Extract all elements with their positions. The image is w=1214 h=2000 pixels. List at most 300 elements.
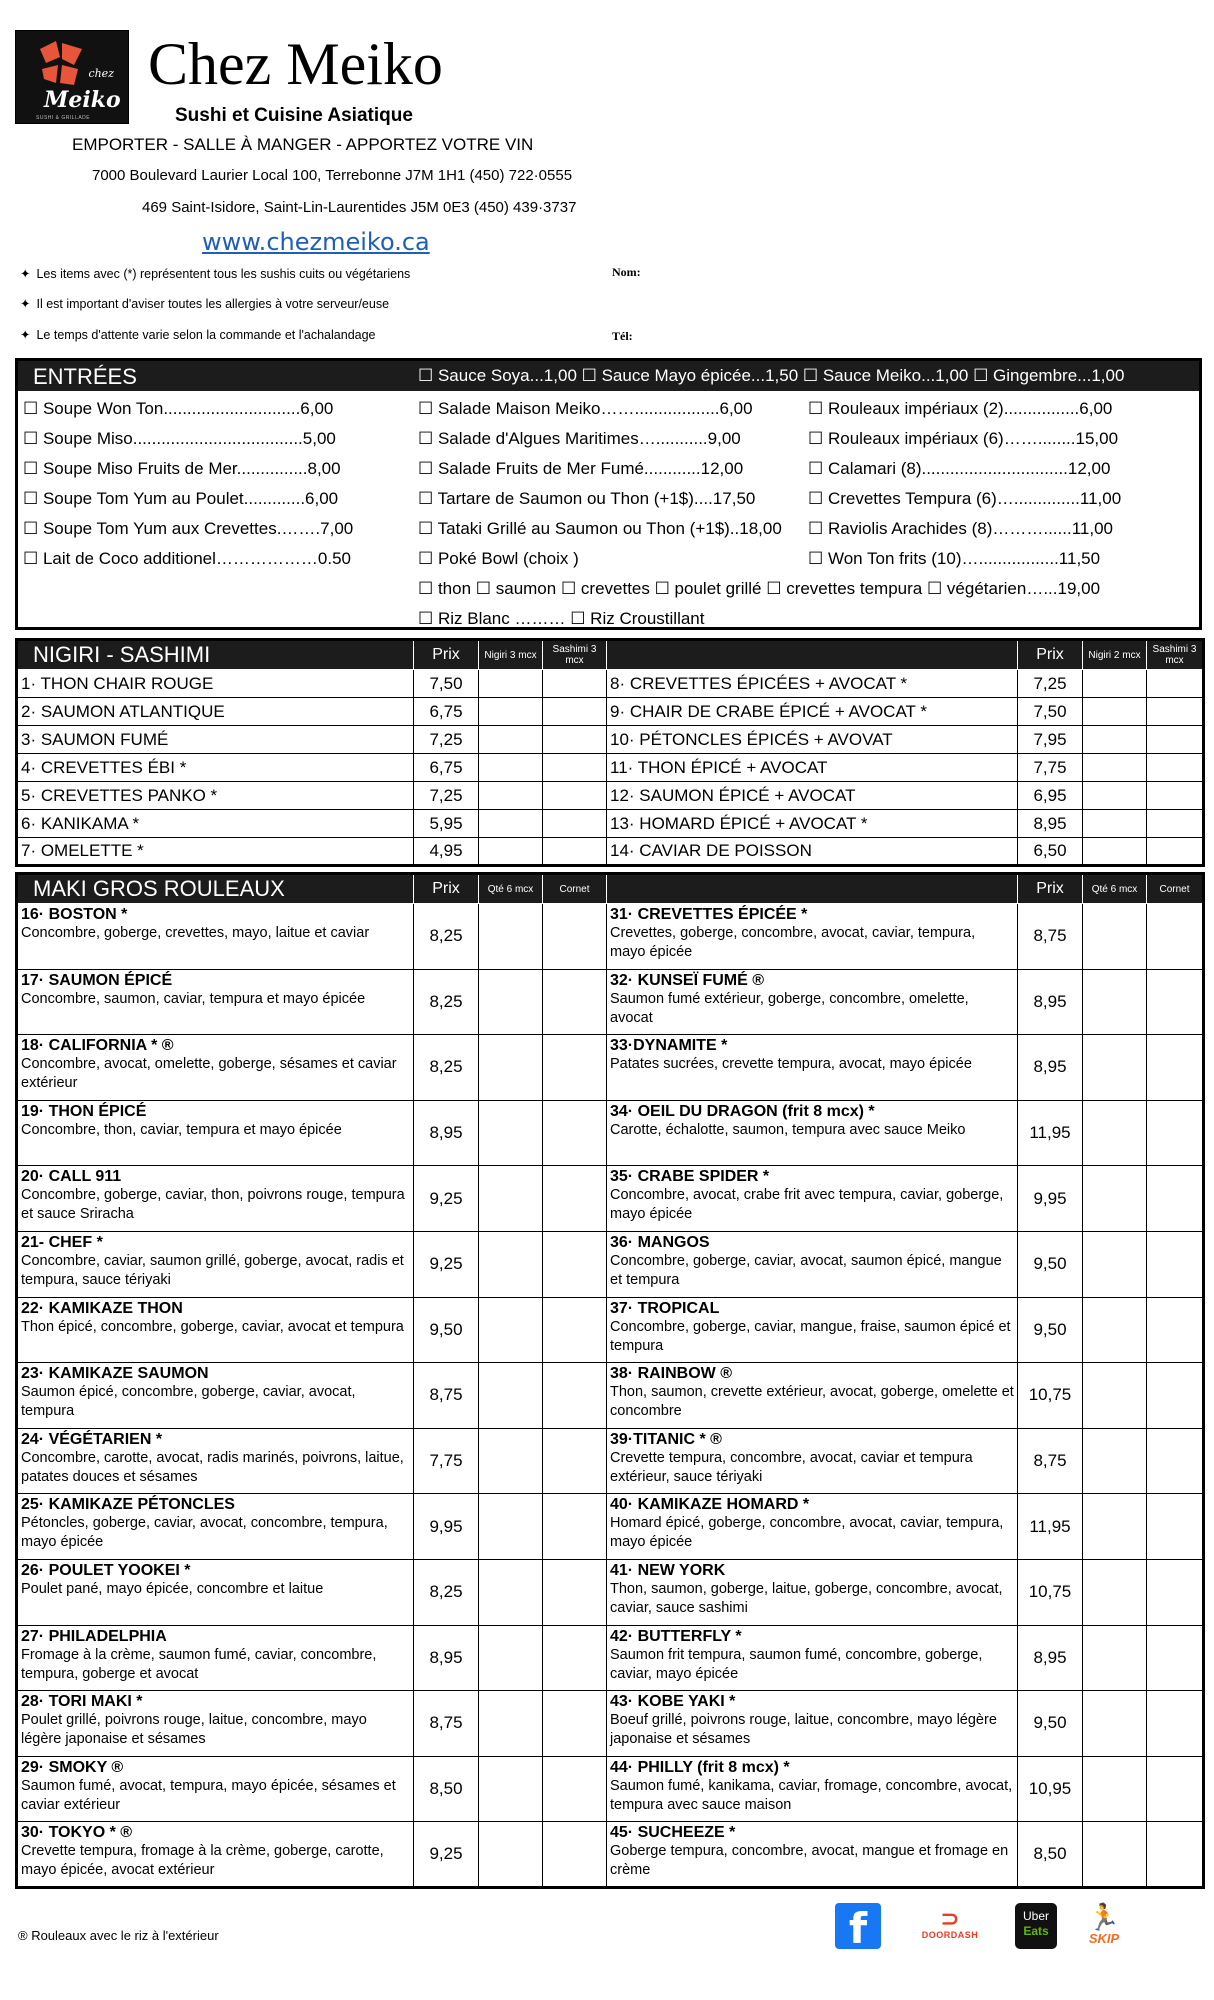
nigiri-item-price: 7,50 <box>1018 698 1083 726</box>
name-label: Nom: <box>612 265 641 279</box>
cornet-qty-cell[interactable] <box>1147 1559 1204 1625</box>
entree-item[interactable]: ☐ Crevettes Tempura (6)…..............11,00 <box>808 489 1122 508</box>
nigiri-qty-cell[interactable] <box>479 782 543 810</box>
maki-qty-cell[interactable] <box>1083 1559 1147 1625</box>
maki-qty-cell[interactable] <box>479 1035 543 1101</box>
sauces-options[interactable]: ☐ Sauce Soya...1,00 ☐ Sauce Mayo épicée...1,50 ☐ Sauce Meiko...1,00 ☐ Gingembre...1,00 <box>418 366 1125 385</box>
skip-label: SKIP <box>1088 1931 1120 1946</box>
nigiri-item-name: 5· CREVETTES PANKO * <box>17 782 414 810</box>
nigiri-qty-cell[interactable] <box>479 838 543 866</box>
maki-qty-cell[interactable] <box>479 1691 543 1757</box>
sashimi-count-header: Sashimi 3 mcx <box>543 640 607 670</box>
maki-item-name: 32· KUNSEÏ FUMÉ ® <box>610 971 765 989</box>
nigiri-qty-cell[interactable] <box>1083 838 1147 866</box>
maki-item-description: Concombre, avocat, omelette, goberge, sésames et caviar extérieur <box>21 1056 397 1092</box>
star-icon: ✦ <box>20 328 31 342</box>
maki-qty-cell[interactable] <box>479 1166 543 1232</box>
cornet-qty-cell[interactable] <box>543 904 607 970</box>
table-row <box>17 1822 1204 1888</box>
table-row <box>17 1494 1204 1560</box>
subtitle: Sushi et Cuisine Asiatique <box>175 105 413 126</box>
sashimi-qty-cell[interactable] <box>1147 838 1204 866</box>
maki-item-description: Carotte, échalotte, saumon, tempura avec sauce Meiko <box>610 1121 966 1138</box>
entree-item[interactable]: ☐ Salade d'Algues Maritimes…...........9,00 <box>418 429 741 448</box>
ubereats-icon[interactable] <box>1015 1903 1057 1949</box>
maki-item-price: 10,95 <box>1018 1756 1083 1822</box>
sashimi-qty-cell[interactable] <box>543 810 607 838</box>
maki-item-description: Concombre, goberge, caviar, thon, poivrons rouge, tempura et sauce Sriracha <box>21 1187 405 1223</box>
cornet-qty-cell[interactable] <box>1147 1297 1204 1363</box>
sashimi-qty-cell[interactable] <box>1147 670 1204 698</box>
nigiri-item-name: 2· SAUMON ATLANTIQUE <box>17 698 414 726</box>
cornet-qty-cell[interactable] <box>543 969 607 1035</box>
nigiri-item-price: 7,75 <box>1018 754 1083 782</box>
table-row <box>17 1691 1204 1757</box>
entree-item[interactable]: ☐ Rouleaux impériaux (2)................6,00 <box>808 399 1113 418</box>
ubereats-label-2: Eats <box>1023 1924 1049 1938</box>
maki-item-name: 29· SMOKY ® <box>21 1758 124 1776</box>
nigiri-item-price: 6,95 <box>1018 782 1083 810</box>
maki-item-name: 40· KAMIKAZE HOMARD * <box>610 1496 810 1514</box>
nigiri-item-name: 6· KANIKAMA * <box>17 810 414 838</box>
cornet-qty-cell[interactable] <box>543 1559 607 1625</box>
logo-subtext: SUSHI & GRILLADE <box>36 115 91 121</box>
nigiri-item-name: 9· CHAIR DE CRABE ÉPICÉ + AVOCAT * <box>607 698 1018 726</box>
nigiri-item-price: 6,75 <box>414 754 479 782</box>
maki-item-name: 41· NEW YORK <box>610 1561 726 1579</box>
maki-item <box>607 969 1018 1035</box>
poke-rice[interactable]: ☐ Riz Blanc ……… ☐ Riz Croustillant <box>418 609 705 628</box>
logo <box>15 30 129 124</box>
nigiri-item-price: 7,25 <box>1018 670 1083 698</box>
maki-qty-cell[interactable] <box>479 1297 543 1363</box>
maki-item <box>17 1691 414 1757</box>
maki-qty-cell[interactable] <box>479 1494 543 1560</box>
entree-item[interactable]: ☐ Soupe Tom Yum aux Crevettes.…….7,00 <box>23 519 354 538</box>
cornet-qty-cell[interactable] <box>1147 1363 1204 1429</box>
maki-item-price: 8,50 <box>414 1756 479 1822</box>
maki-item <box>17 1559 414 1625</box>
nigiri-qty-cell[interactable] <box>1083 754 1147 782</box>
maki-item <box>607 1100 1018 1166</box>
sashimi-qty-cell[interactable] <box>1147 754 1204 782</box>
sashimi-qty-cell[interactable] <box>543 698 607 726</box>
maki-qty-cell[interactable] <box>479 1231 543 1297</box>
cornet-qty-cell[interactable] <box>1147 1100 1204 1166</box>
entree-item[interactable]: ☐ Salade Maison Meiko……..................6,00 <box>418 399 753 418</box>
nigiri-header <box>17 640 1204 670</box>
maki-item <box>607 1297 1018 1363</box>
maki-item-price: 11,95 <box>1018 1494 1083 1560</box>
nigiri-item-price: 7,25 <box>414 726 479 754</box>
maki-item <box>17 1822 414 1888</box>
maki-item-price: 8,75 <box>1018 904 1083 970</box>
maki-qty-cell[interactable] <box>479 1428 543 1494</box>
entree-item[interactable]: ☐ Soupe Won Ton.............................6,00 <box>23 399 334 418</box>
star-icon: ✦ <box>20 297 31 311</box>
maki-item-description: Poulet grillé, poivrons rouge, laitue, concombre, mayo légère japonaise et sésames <box>21 1712 367 1748</box>
entree-item[interactable]: ☐ Poké Bowl (choix ) <box>418 549 579 568</box>
maki-qty-cell[interactable] <box>479 904 543 970</box>
maki-item-description: Poulet pané, mayo épicée, concombre et laitue <box>21 1580 324 1597</box>
maki-item-description: Boeuf grillé, poivrons rouge, laitue, concombre, mayo légère japonaise et sésames <box>610 1712 997 1748</box>
maki-item-price: 8,25 <box>414 969 479 1035</box>
maki-item <box>17 1100 414 1166</box>
maki-title: MAKI GROS ROULEAUX <box>17 874 414 904</box>
table-row <box>17 1297 1204 1363</box>
quantity-header: Qté 6 mcx <box>479 874 543 904</box>
maki-item <box>607 1691 1018 1757</box>
maki-qty-cell[interactable] <box>1083 1494 1147 1560</box>
maki-qty-cell[interactable] <box>1083 1822 1147 1888</box>
cornet-qty-cell[interactable] <box>543 1691 607 1757</box>
maki-item-price: 9,95 <box>1018 1166 1083 1232</box>
maki-item-description: Saumon épicé, concombre, goberge, caviar, avocat, tempura <box>21 1384 356 1420</box>
cornet-qty-cell[interactable] <box>543 1100 607 1166</box>
maki-item <box>17 969 414 1035</box>
maki-header <box>17 874 1204 904</box>
maki-item-price: 8,50 <box>1018 1822 1083 1888</box>
maki-qty-cell[interactable] <box>1083 1035 1147 1101</box>
cornet-qty-cell[interactable] <box>1147 1231 1204 1297</box>
website-link[interactable]: www.chezmeiko.ca <box>202 228 430 256</box>
nigiri-qty-cell[interactable] <box>1083 782 1147 810</box>
cornet-qty-cell[interactable] <box>543 1494 607 1560</box>
maki-item-description: Thon, saumon, goberge, laitue, goberge, concombre, avocat, caviar, sauce sashimi <box>610 1580 1003 1616</box>
nigiri-item-price: 7,25 <box>414 782 479 810</box>
maki-qty-cell[interactable] <box>479 1756 543 1822</box>
maki-item-name: 24· VÉGÉTARIEN * <box>21 1430 163 1448</box>
maki-item-price: 7,75 <box>414 1428 479 1494</box>
maki-item-name: 45· SUCHEEZE * <box>610 1824 736 1842</box>
nigiri-qty-cell[interactable] <box>479 698 543 726</box>
sashimi-qty-cell[interactable] <box>1147 698 1204 726</box>
doordash-symbol: ⊃ <box>940 1906 960 1931</box>
doordash-label: DOORDASH <box>921 1930 979 1940</box>
cornet-qty-cell[interactable] <box>1147 1428 1204 1494</box>
maki-item <box>607 904 1018 970</box>
nigiri-qty-cell[interactable] <box>479 670 543 698</box>
maki-item-price: 8,95 <box>1018 1625 1083 1691</box>
price-header: Prix <box>414 640 479 670</box>
cornet-qty-cell[interactable] <box>543 1166 607 1232</box>
nigiri-item-name: 1· THON CHAIR ROUGE <box>17 670 414 698</box>
doordash-icon[interactable] <box>915 1908 985 1940</box>
sashimi-qty-cell[interactable] <box>543 754 607 782</box>
nigiri-item-name: 12· SAUMON ÉPICÉ + AVOCAT <box>607 782 1018 810</box>
maki-item-price: 9,50 <box>414 1297 479 1363</box>
maki-item-price: 8,75 <box>414 1363 479 1429</box>
facebook-icon[interactable]: f <box>835 1903 881 1949</box>
maki-item-name: 43· KOBE YAKI * <box>610 1693 736 1711</box>
nigiri-item-name: 3· SAUMON FUMÉ <box>17 726 414 754</box>
maki-item-name: 20· CALL 911 <box>21 1168 122 1186</box>
maki-item <box>17 1428 414 1494</box>
entrees-header <box>18 361 1199 391</box>
table-row <box>17 698 1204 726</box>
logo-chez: chez <box>88 67 114 80</box>
nigiri-item-price: 5,95 <box>414 810 479 838</box>
price-header: Prix <box>414 874 479 904</box>
maki-qty-cell[interactable] <box>1083 1231 1147 1297</box>
maki-item-price: 8,25 <box>414 904 479 970</box>
maki-item-name: 39·TITANIC * ® <box>610 1430 722 1448</box>
maki-qty-cell[interactable] <box>1083 1297 1147 1363</box>
maki-qty-cell[interactable] <box>1083 1363 1147 1429</box>
maki-item <box>17 1494 414 1560</box>
maki-item-description: Crevettes, goberge, concombre, avocat, caviar, tempura, mayo épicée <box>610 925 976 960</box>
maki-item <box>17 1231 414 1297</box>
maki-item-name: 30· TOKYO * ® <box>21 1824 133 1842</box>
nigiri-qty-cell[interactable] <box>479 754 543 782</box>
cornet-qty-cell[interactable] <box>1147 1822 1204 1888</box>
entree-item[interactable]: ☐ Soupe Miso....................................5,00 <box>23 429 336 448</box>
nigiri-table <box>15 638 1205 867</box>
table-row <box>17 1428 1204 1494</box>
table-row <box>17 1756 1204 1822</box>
entree-item[interactable]: ☐ Tataki Grillé au Saumon ou Thon (+1$)..18,00 <box>418 519 782 538</box>
table-row <box>17 1035 1204 1101</box>
maki-item-description: Saumon frit tempura, saumon fumé, concombre, goberge, caviar, mayo épicée <box>610 1646 983 1682</box>
sashimi-qty-cell[interactable] <box>543 838 607 866</box>
maki-item-price: 8,75 <box>1018 1428 1083 1494</box>
maki-item-description: Saumon fumé extérieur, goberge, concombre, omelette, avocat <box>610 990 969 1026</box>
maki-item-price: 9,95 <box>414 1494 479 1560</box>
maki-item-description: Concombre, caviar, saumon grillé, goberge, avocat, radis et tempura, sauce tériyaki <box>21 1252 404 1288</box>
maki-item-description: Pétoncles, goberge, caviar, avocat, concombre, tempura, mayo épicée <box>21 1515 388 1551</box>
maki-item <box>17 904 414 970</box>
maki-item-price: 8,75 <box>414 1691 479 1757</box>
maki-item-name: 31· CREVETTES ÉPICÉE * <box>610 906 808 923</box>
sashimi-qty-cell[interactable] <box>543 782 607 810</box>
maki-qty-cell[interactable] <box>1083 1166 1147 1232</box>
maki-qty-cell[interactable] <box>1083 904 1147 970</box>
table-row <box>17 1231 1204 1297</box>
address-saint-lin: 469 Saint-Isidore, Saint-Lin-Laurentides J5M 0E3 (450) 439·3737 <box>142 199 577 216</box>
entrees-section <box>15 358 1202 630</box>
cornet-qty-cell[interactable] <box>1147 1625 1204 1691</box>
phone-label: Tél: <box>612 329 633 343</box>
maki-item-price: 8,95 <box>414 1100 479 1166</box>
maki-item-price: 8,95 <box>414 1625 479 1691</box>
maki-qty-cell[interactable] <box>1083 1691 1147 1757</box>
nigiri-item-price: 7,50 <box>414 670 479 698</box>
nigiri-item-price: 4,95 <box>414 838 479 866</box>
maki-item-description: Concombre, avocat, crabe frit avec tempura, caviar, goberge, mayo épicée <box>610 1187 1004 1223</box>
cornet-qty-cell[interactable] <box>543 1822 607 1888</box>
maki-item-name: 18· CALIFORNIA * ® <box>21 1037 174 1055</box>
maki-item-price: 8,95 <box>1018 969 1083 1035</box>
note-item: ✦ Il est important d'aviser toutes les allergies à votre serveur/euse <box>20 297 390 311</box>
nigiri-qty-cell[interactable] <box>479 810 543 838</box>
nigiri-qty-cell[interactable] <box>479 726 543 754</box>
skip-icon[interactable] <box>1083 1903 1125 1946</box>
cornet-qty-cell[interactable] <box>1147 969 1204 1035</box>
maki-qty-cell[interactable] <box>479 1822 543 1888</box>
maki-item-price: 10,75 <box>1018 1363 1083 1429</box>
footnote: ® Rouleaux avec le riz à l'extérieur <box>18 1928 219 1943</box>
maki-item-name: 16· BOSTON * <box>21 906 128 923</box>
maki-item-name: 38· RAINBOW ® <box>610 1365 733 1383</box>
table-row <box>17 726 1204 754</box>
maki-qty-cell[interactable] <box>479 1625 543 1691</box>
maki-item-description: Patates sucrées, crevette tempura, avocat, mayo épicée <box>610 1056 972 1073</box>
maki-item-description: Fromage à la crème, saumon fumé, caviar, concombre, tempura, goberge et avocat <box>21 1646 377 1682</box>
table-row <box>17 782 1204 810</box>
maki-item-price: 9,25 <box>414 1166 479 1232</box>
entree-item[interactable]: ☐ Rouleaux impériaux (6)……........15,00 <box>808 429 1119 448</box>
table-row <box>17 1363 1204 1429</box>
nigiri-qty-cell[interactable] <box>1083 698 1147 726</box>
services: EMPORTER - SALLE À MANGER - APPORTEZ VOTRE VIN <box>72 135 534 154</box>
page-title: Chez Meiko <box>148 31 443 97</box>
maki-item-price: 8,25 <box>414 1559 479 1625</box>
address-terrebonne: 7000 Boulevard Laurier Local 100, Terrebonne J7M 1H1 (450) 722·0555 <box>92 167 573 184</box>
maki-item <box>607 1494 1018 1560</box>
maki-item-name: 34· OEIL DU DRAGON (frit 8 mcx) * <box>610 1102 875 1120</box>
maki-item <box>17 1625 414 1691</box>
cornet-qty-cell[interactable] <box>543 1035 607 1101</box>
nigiri-item-name: 7· OMELETTE * <box>17 838 414 866</box>
maki-item-name: 21- CHEF * <box>21 1233 103 1251</box>
cornet-qty-cell[interactable] <box>543 1428 607 1494</box>
cornet-qty-cell[interactable] <box>1147 1166 1204 1232</box>
sashimi-qty-cell[interactable] <box>543 726 607 754</box>
maki-item-name: 35· CRABE SPIDER * <box>610 1168 770 1186</box>
maki-item-description: Concombre, goberge, caviar, mangue, fraise, saumon épicé et tempura <box>610 1318 1011 1354</box>
sashimi-qty-cell[interactable] <box>543 670 607 698</box>
sashimi-qty-cell[interactable] <box>1147 726 1204 754</box>
maki-item <box>17 1166 414 1232</box>
nigiri-item-name: 13· HOMARD ÉPICÉ + AVOCAT * <box>607 810 1018 838</box>
maki-qty-cell[interactable] <box>479 1559 543 1625</box>
entree-item[interactable]: ☐ Raviolis Arachides (8)………......11,00 <box>808 519 1113 538</box>
poke-choices[interactable]: ☐ thon ☐ saumon ☐ crevettes ☐ poulet grillé ☐ crevettes tempura ☐ végétarien…...19,00 <box>418 579 1101 598</box>
maki-item-description: Saumon fumé, kanikama, caviar, fromage, concombre, avocat, tempura avec sauce maison <box>610 1777 1013 1813</box>
ubereats-label-1: Uber <box>1022 1909 1049 1923</box>
nigiri-qty-cell[interactable] <box>1083 670 1147 698</box>
price-header: Prix <box>1018 640 1083 670</box>
table-row <box>17 810 1204 838</box>
maki-item-name: 28· TORI MAKI * <box>21 1693 143 1711</box>
cornet-qty-cell[interactable] <box>543 1625 607 1691</box>
maki-item-name: 26· POULET YOOKEI * <box>21 1561 191 1579</box>
sashimi-count-header: Sashimi 3 mcx <box>1147 640 1204 670</box>
maki-qty-cell[interactable] <box>1083 1756 1147 1822</box>
nigiri-count-header: Nigiri 2 mcx <box>1083 640 1147 670</box>
cornet-qty-cell[interactable] <box>1147 1035 1204 1101</box>
skip-symbol: 🏃 <box>1087 1902 1121 1932</box>
nigiri-qty-cell[interactable] <box>1083 810 1147 838</box>
maki-item <box>607 1625 1018 1691</box>
maki-item-price: 11,95 <box>1018 1100 1083 1166</box>
cornet-qty-cell[interactable] <box>543 1231 607 1297</box>
maki-item <box>607 1428 1018 1494</box>
cornet-qty-cell[interactable] <box>1147 1756 1204 1822</box>
maki-item-name: 42· BUTTERFLY * <box>610 1627 742 1645</box>
entree-item[interactable]: ☐ Soupe Miso Fruits de Mer...............8,00 <box>23 459 341 478</box>
cornet-qty-cell[interactable] <box>543 1297 607 1363</box>
maki-item-name: 44· PHILLY (frit 8 mcx) * <box>610 1758 790 1776</box>
maki-item <box>17 1297 414 1363</box>
cornet-qty-cell[interactable] <box>1147 1494 1204 1560</box>
maki-item <box>607 1035 1018 1101</box>
table-row <box>17 838 1204 866</box>
maki-item-description: Concombre, carotte, avocat, radis marinés, poivrons, laitue, patates douces et sésames <box>21 1449 404 1485</box>
nigiri-item-name: 10· PÉTONCLES ÉPICÉS + AVOVAT <box>607 726 1018 754</box>
nigiri-item-price: 7,95 <box>1018 726 1083 754</box>
maki-table <box>15 872 1205 1889</box>
nigiri-item-name: 14· CAVIAR DE POISSON <box>607 838 1018 866</box>
maki-item-description: Homard épicé, goberge, concombre, avocat, caviar, tempura, mayo épicée <box>610 1515 1004 1551</box>
table-row <box>17 754 1204 782</box>
maki-item-description: Concombre, thon, caviar, tempura et mayo épicée <box>21 1121 342 1138</box>
maki-qty-cell[interactable] <box>1083 1428 1147 1494</box>
maki-item-price: 9,50 <box>1018 1691 1083 1757</box>
maki-item-description: Crevette tempura, concombre, avocat, caviar et tempura extérieur, sauce tériyaki <box>610 1449 973 1485</box>
maki-item-price: 9,25 <box>414 1231 479 1297</box>
maki-qty-cell[interactable] <box>479 1100 543 1166</box>
sashimi-qty-cell[interactable] <box>1147 782 1204 810</box>
sashimi-qty-cell[interactable] <box>1147 810 1204 838</box>
maki-item <box>607 1822 1018 1888</box>
note-item: ✦ Le temps d'attente varie selon la commande et l'achalandage <box>20 328 376 342</box>
maki-qty-cell[interactable] <box>1083 1625 1147 1691</box>
nigiri-item-price: 6,75 <box>414 698 479 726</box>
table-row <box>17 1166 1204 1232</box>
maki-item-price: 9,25 <box>414 1822 479 1888</box>
entree-item[interactable]: ☐ Calamari (8)...............................12,00 <box>808 459 1111 478</box>
entree-item[interactable]: ☐ Salade Fruits de Mer Fumé............12,00 <box>418 459 744 478</box>
maki-item-name: 19· THON ÉPICÉ <box>21 1102 147 1120</box>
logo-meiko: Meiko <box>44 87 121 113</box>
table-row <box>17 670 1204 698</box>
quantity-header: Qté 6 mcx <box>1083 874 1147 904</box>
maki-qty-cell[interactable] <box>1083 969 1147 1035</box>
maki-qty-cell[interactable] <box>479 1363 543 1429</box>
maki-item-price: 9,50 <box>1018 1231 1083 1297</box>
entree-item[interactable]: ☐ Won Ton frits (10)….................11,50 <box>808 549 1101 568</box>
maki-item-description: Concombre, goberge, caviar, avocat, saumon épicé, mangue et tempura <box>610 1252 1002 1288</box>
nigiri-qty-cell[interactable] <box>1083 726 1147 754</box>
nigiri-item-price: 8,95 <box>1018 810 1083 838</box>
maki-item-name: 33·DYNAMITE * <box>610 1037 728 1055</box>
maki-item <box>607 1756 1018 1822</box>
maki-item-description: Concombre, saumon, caviar, tempura et mayo épicée <box>21 990 366 1007</box>
maki-qty-cell[interactable] <box>479 969 543 1035</box>
cornet-qty-cell[interactable] <box>543 1363 607 1429</box>
maki-item <box>17 1756 414 1822</box>
nigiri-title: NIGIRI - SASHIMI <box>17 640 414 670</box>
maki-item <box>607 1166 1018 1232</box>
maki-item-name: 17· SAUMON ÉPICÉ <box>21 971 173 989</box>
maki-item-name: 25· KAMIKAZE PÉTONCLES <box>21 1496 235 1514</box>
entree-item[interactable]: ☐ Lait de Coco additionel………………0.50 <box>23 549 352 568</box>
entree-item[interactable]: ☐ Soupe Tom Yum au Poulet.............6,00 <box>23 489 339 508</box>
maki-item-name: 37· TROPICAL <box>610 1299 720 1317</box>
maki-item-name: 36· MANGOS <box>610 1233 710 1251</box>
price-header: Prix <box>1018 874 1083 904</box>
cornet-qty-cell[interactable] <box>543 1756 607 1822</box>
cornet-qty-cell[interactable] <box>1147 904 1204 970</box>
maki-qty-cell[interactable] <box>1083 1100 1147 1166</box>
maki-item-name: 27· PHILADELPHIA <box>21 1627 167 1645</box>
logo-shape-icon <box>34 39 96 93</box>
maki-item-description: Crevette tempura, fromage à la crème, goberge, carotte, mayo épicée, avocat extérieur <box>21 1843 384 1879</box>
cornet-qty-cell[interactable] <box>1147 1691 1204 1757</box>
entree-item[interactable]: ☐ Tartare de Saumon ou Thon (+1$)....17,50 <box>418 489 756 508</box>
maki-item-price: 8,25 <box>414 1035 479 1101</box>
